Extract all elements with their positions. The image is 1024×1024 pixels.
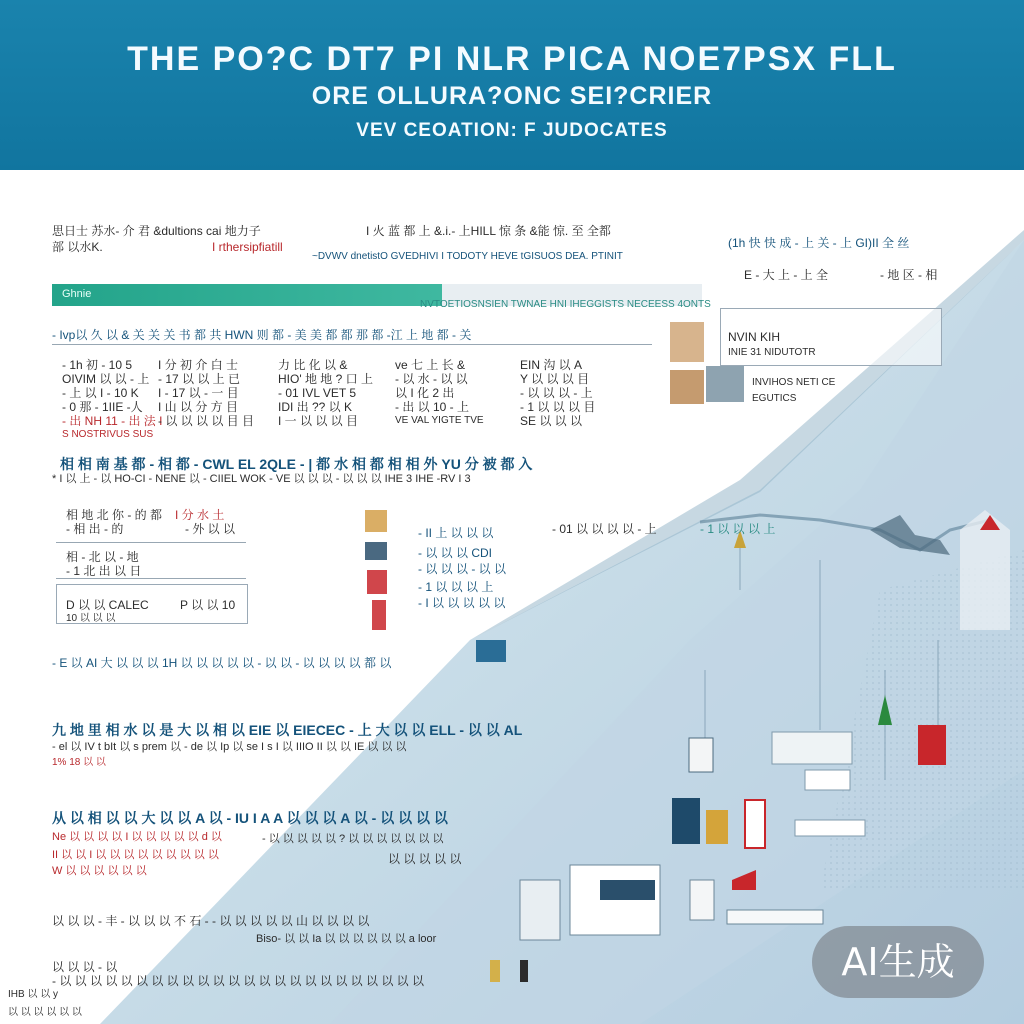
- section7-line4: - 以 以 以 以 以 ? 以 以 以 以 以 以 以: [262, 833, 444, 845]
- row1-a: 思日士 苏水- 介 君 &dultions cai 地力子: [52, 224, 261, 238]
- col2-line3: I - 17 以 - 一 目: [158, 386, 239, 400]
- s3-line3: 相 - 北 以 - 地: [66, 550, 139, 564]
- icon-stack-4: [372, 600, 386, 630]
- col3-line3: - 01 IVL VET 5: [278, 386, 357, 400]
- s4-line6: - 01 以 以 以 以 - 上: [552, 522, 657, 536]
- photo-thumb: [706, 366, 744, 402]
- figure-dark: [520, 960, 528, 982]
- small-kiosk: [690, 880, 714, 920]
- s3-line2: - 相 出 - 的: [66, 522, 124, 536]
- s3-line6: - 外 以 以: [185, 522, 235, 536]
- col3-line1: 力 比 化 以 &: [278, 358, 348, 372]
- col1-line2: OIVIM 以 以 - 上: [62, 372, 150, 386]
- right-box-line4: EGUTICS: [752, 393, 797, 404]
- s4-line1: - II 上 以 以 以: [418, 526, 494, 540]
- row1-c: I rthersipfiatill: [212, 240, 283, 254]
- red-building: [918, 725, 946, 765]
- section9-b: - 以 以 以 以 以 以 以 以 以 以 以 以 以 以 以 以 以 以 以 以 以 以 以 以: [52, 974, 425, 988]
- row1-d: I 火 蓝 都 上 &.i.- 上HILL 惊 条 &能 惊. 至 全都: [366, 224, 611, 238]
- tower-gold: [706, 810, 728, 844]
- col4-line1: ve 七 上 长 &: [395, 358, 466, 372]
- section5-line: - E 以 AI 大 以 以 以 1H 以 以 以 以 以 - 以 以 - 以 以 以 以 都 以: [52, 656, 392, 670]
- rooftop-strip: [795, 820, 865, 836]
- section7-line1: Ne 以 以 以 以 I 以 以 以 以 以 d 以: [52, 831, 222, 843]
- infographic-body: [0, 170, 1024, 1024]
- banner-caption: VEV CEOATION: F JUDOCATES: [356, 120, 668, 141]
- ai-generated-badge: AI生成: [812, 926, 984, 998]
- col3-line5: I 一 以 以 以 目: [278, 414, 359, 428]
- col1-line3: - 上 以 I - 10 K: [62, 386, 139, 400]
- col2-line1: I 分 初 介 白 士: [158, 358, 239, 372]
- figure-gold: [490, 960, 500, 982]
- s3-line7: D 以 以 CALEC: [66, 598, 149, 612]
- section9-c: IHB 以 以 y: [8, 989, 59, 1000]
- header-banner: [0, 0, 1024, 170]
- banner-title: THE PO?C DT7 PI NLR PICA NOE7PSX FLL: [127, 40, 897, 78]
- right-line2: E - 大 上 - 上 全: [744, 268, 829, 282]
- divider-3: [56, 578, 246, 579]
- col1-line5: - 出 NH 11 - 出 法 I: [62, 414, 163, 428]
- tower-red: [745, 800, 765, 848]
- section7-line5: 以 以 以 以 以: [388, 852, 462, 866]
- s3-line1: 相 地 北 你 - 的 都: [66, 508, 163, 522]
- section8-sub: Biso- 以 以 Ia 以 以 以 以 以 以 a loor: [256, 933, 437, 945]
- row2: NVTOETIOSNSIEN TWNAE HNI IHEGGISTS NECEESS 4ONTS: [420, 299, 711, 310]
- section6-sub: - el 以 IV t bIt 以 s prem 以 - de 以 Ip 以 se I s I 以 IIIO II 以 以 IE 以 以 以: [52, 741, 407, 753]
- progress-fill: [52, 284, 442, 306]
- factory-window: [600, 880, 655, 900]
- col5-line1: EIN 沟 以 A: [520, 358, 583, 372]
- section9-d: 以 以 以 以 以 以: [8, 1007, 82, 1018]
- col5-line4: - 1 以 以 以 目: [520, 400, 596, 414]
- col2-line5: - 以 以 以 以 目 目: [158, 414, 255, 428]
- tower-navy: [672, 798, 700, 844]
- section6-note: 1% 18 以 以: [52, 757, 106, 768]
- teal-sign: [476, 640, 506, 662]
- white-house: [689, 738, 713, 772]
- col5-line2: Y 以 以 以 目: [520, 372, 590, 386]
- row1-b: 部 以水K.: [52, 240, 103, 254]
- factory-side: [520, 880, 560, 940]
- section2-title: 相 相 南 基 都 - 相 都 - CWL EL 2QLE - | 都 水 相 都 相 相 外 YU 分 被 都 入: [60, 456, 533, 472]
- s3-line9: 10 以 以 以: [66, 613, 116, 624]
- row3: - Ivp以 久 以 & 关 关 关 书 都 共 HWN 则 都 - 美 美 都 都 那 都 -江 上 地 都 - 关: [52, 328, 472, 342]
- portrait-1: [670, 322, 704, 362]
- portrait-2: [670, 370, 704, 404]
- col3-line4: IDI 出 ?? 以 K: [278, 400, 353, 414]
- section7-line3: W 以 以 以 以 以 以: [52, 865, 147, 877]
- section7-title: 从 以 相 以 以 大 以 以 A 以 - IU I A A 以 以 以 A 以 - 以 以 以 以: [52, 810, 448, 826]
- section2-sub: * I 以 上 - 以 HO-CI - NENE 以 - CIIEL WOK - VE 以 以 以 - 以 以 以 IHE 3 IHE -RV I 3: [52, 473, 471, 485]
- icon-stack-2: [365, 542, 387, 560]
- icon-stack-1: [365, 510, 387, 532]
- row1-e: ~DVWV dnetistO GVEDHIVI I TODOTY HEVE tGISUOS DEA. PTINIT: [312, 251, 623, 262]
- col5-line5: SE 以 以 以: [520, 414, 583, 428]
- col1-line6: S NOSTRIVUS SUS: [62, 429, 154, 440]
- s4-line3: - 以 以 以 - 以 以: [418, 562, 506, 576]
- right-box-line2: INIE 31 NIDUTOTR: [728, 347, 816, 358]
- building-small-1: [772, 732, 852, 764]
- s3-line5: I 分 水 土: [175, 508, 225, 522]
- divider-1: [52, 344, 652, 345]
- col3-line2: HIO' 地 地 ? 口 上: [278, 372, 373, 386]
- icon-stack-3: [367, 570, 387, 594]
- section6-title: 九 地 里 相 水 以 是 大 以 相 以 EIE 以 EIECEC - 上 大 以 以 ELL - 以 以 AL: [52, 722, 523, 738]
- col2-line2: - 17 以 以 上 已: [158, 372, 241, 386]
- s4-line7: - 1 以 以 以 上: [700, 522, 776, 536]
- col1-line4: - 0 那 - 1IIE -人: [62, 400, 143, 414]
- s3-line8: P 以 以 10: [180, 598, 236, 612]
- col4-line5: VE VAL YIGTE TVE: [395, 415, 484, 426]
- col5-line3: - 以 以 以 - 上: [520, 386, 593, 400]
- col1-line1: - 1h 初 - 10 5: [62, 358, 133, 372]
- s3-line4: - 1 北 出 以 日: [66, 564, 142, 578]
- col4-line4: - 出 以 10 - 上: [395, 400, 470, 414]
- section8-title: 以 以 以 - 丰 - 以 以 以 不 石 - - 以 以 以 以 以 山 以 以 以 以: [52, 914, 370, 928]
- col2-line4: I 山 以 分 方 目: [158, 400, 239, 414]
- s4-line4: - 1 以 以 以 上: [418, 580, 494, 594]
- s4-line2: - 以 以 以 CDI: [418, 546, 492, 560]
- col4-line3: 以 I 化 2 出: [395, 386, 455, 400]
- progress-label: Ghnie: [62, 288, 92, 300]
- divider-2: [56, 542, 246, 543]
- right-box-line3: INVIHOS NETI CE: [752, 377, 836, 388]
- section7-line2: II 以 以 I 以 以 以 以 以 以 以 以 以: [52, 849, 219, 861]
- section9-a: 以 以 以 - 以: [52, 960, 118, 974]
- warehouse: [727, 910, 823, 924]
- banner-subtitle: ORE OLLURA?ONC SEI?CRIER: [311, 82, 713, 110]
- right-line3: - 地 区 - 相: [880, 268, 938, 282]
- right-box-line1: NVIN KIH: [728, 330, 781, 344]
- building-small-2: [805, 770, 850, 790]
- right-line1: (1h 快 快 成 - 上 关 - 上 GI)II 全 丝: [728, 236, 910, 250]
- col4-line2: - 以 水 - 以 以: [395, 372, 468, 386]
- s4-line5: - I 以 以 以 以 以: [418, 596, 506, 610]
